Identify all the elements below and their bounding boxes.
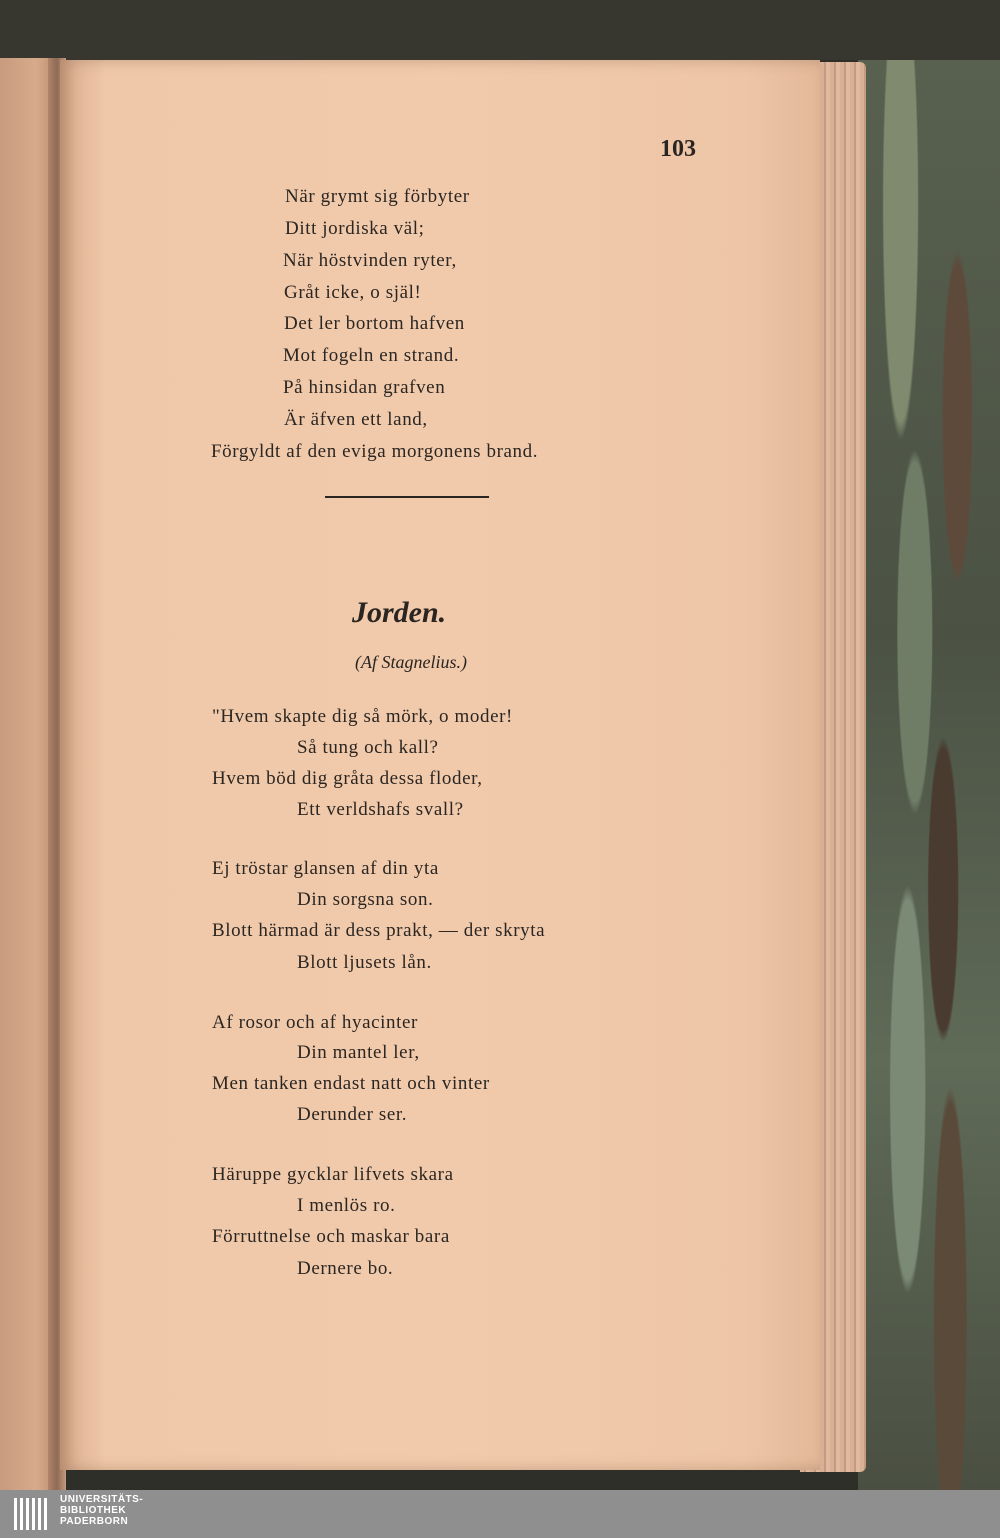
poem-ending-line: Förgyldt af den eviga morgonens brand. (211, 441, 539, 462)
scan-background (0, 0, 1000, 60)
poem-title: Jorden. (352, 596, 447, 629)
poem-line: Blott härmad är dess prakt, — der skryta (212, 920, 546, 941)
poem-line: Ej tröstar glansen af din yta (212, 858, 439, 879)
poem-line: Af rosor och af hyacinter (212, 1012, 418, 1033)
poem-line: I menlös ro. (297, 1195, 396, 1216)
poem-line: "Hvem skapte dig så mörk, o moder! (212, 706, 513, 727)
poem-ending-line: På hinsidan grafven (283, 377, 446, 398)
poem-line: Hvem böd dig gråta dessa floder, (212, 768, 483, 789)
library-name (60, 1494, 143, 1527)
library-name-line: UNIVERSITÄTS- (60, 1494, 144, 1505)
poem-ending-line: Mot fogeln en strand. (283, 345, 460, 366)
page-number: 103 (660, 136, 696, 162)
poem-ending-line: Ditt jordiska väl; (285, 218, 425, 239)
poem-ending-line: När grymt sig förbyter (285, 186, 470, 207)
section-divider (325, 496, 489, 498)
poem-line: Dernere bo. (297, 1258, 394, 1279)
poem-line: Ett verldshafs svall? (297, 799, 464, 820)
poem-ending-line: När höstvinden ryter, (283, 250, 457, 271)
poem-line: Men tanken endast natt och vinter (212, 1073, 490, 1094)
poem-ending-line: Det ler bortom hafven (284, 313, 465, 334)
library-logo-icon (10, 1494, 54, 1534)
poem-line: Din mantel ler, (297, 1042, 420, 1063)
poem-line: Häruppe gycklar lifvets skara (212, 1164, 454, 1185)
poem-ending-line: Gråt icke, o själ! (284, 282, 422, 303)
poem-line: Din sorgsna son. (297, 889, 434, 910)
poem-attribution: (Af Stagnelius.) (355, 652, 467, 672)
marbled-cover (858, 60, 1000, 1490)
poem-ending-line: Är äfven ett land, (284, 409, 428, 430)
library-name-line: BIBLIOTHEK (60, 1505, 127, 1516)
library-name-line: PADERBORN (60, 1516, 129, 1527)
poem-line: Förruttnelse och maskar bara (212, 1226, 450, 1247)
poem-line: Blott ljusets lån. (297, 952, 432, 973)
poem-line: Derunder ser. (297, 1104, 408, 1125)
library-footer-bar (0, 1490, 1000, 1538)
poem-line: Så tung och kall? (297, 737, 439, 758)
